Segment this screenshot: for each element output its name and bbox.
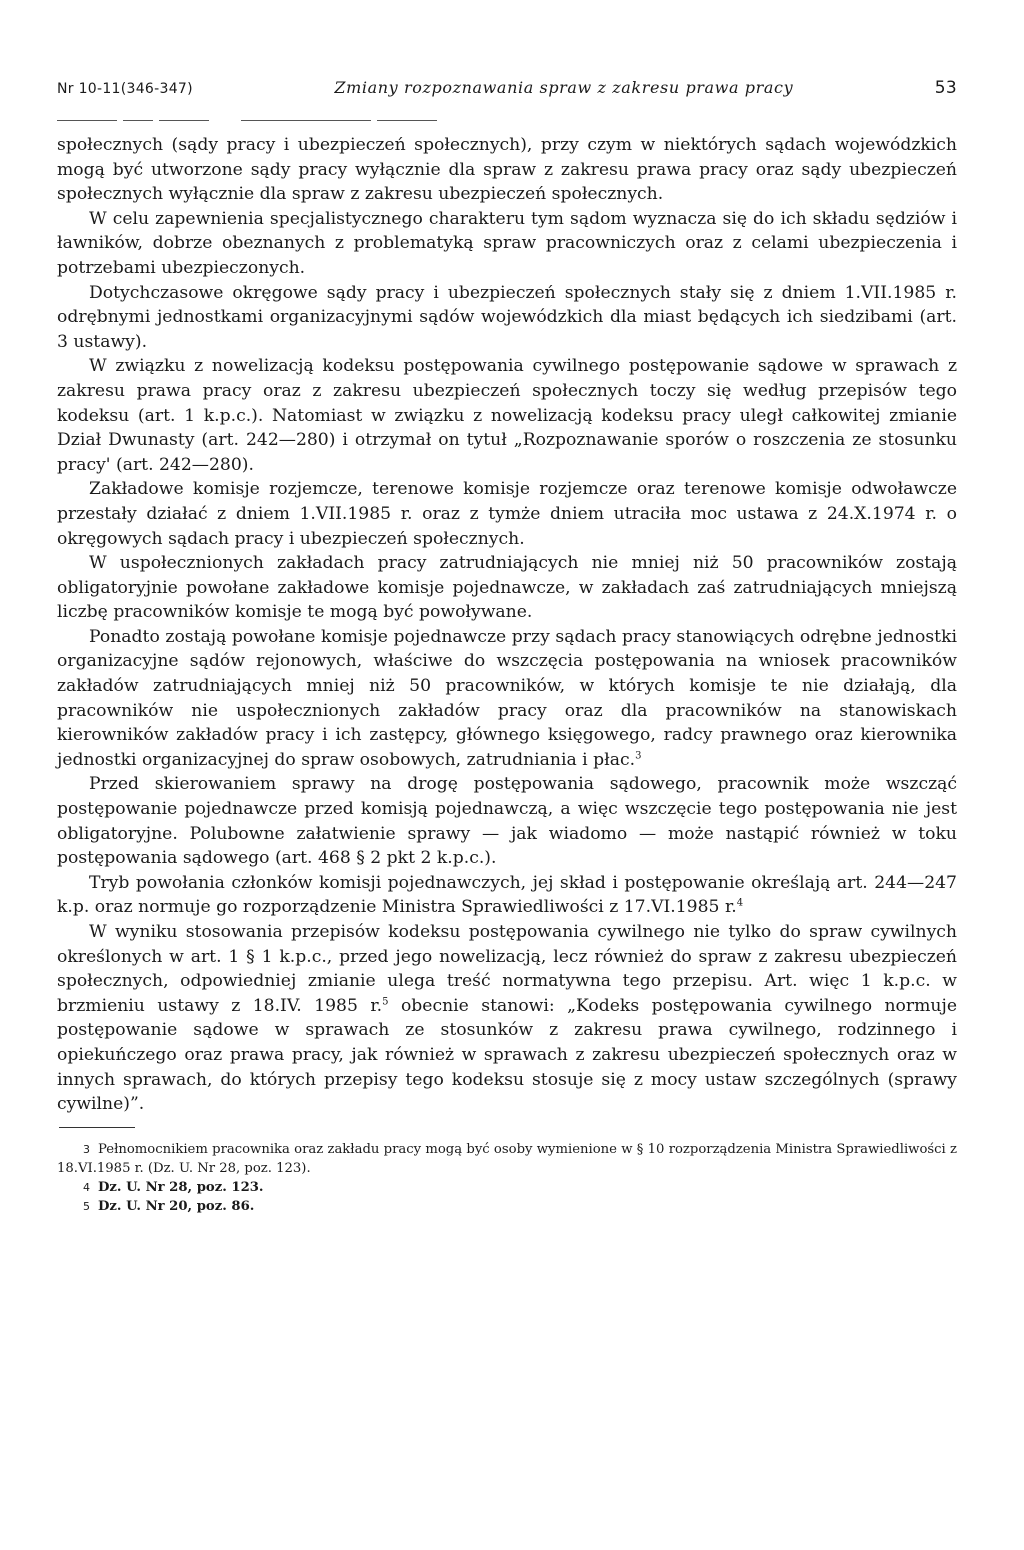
- footnotes: [57, 1140, 957, 1216]
- paragraph-text: W wyniku stosowania przepisów kodeksu postępowania cywilnego nie tylko do spraw cywilnych określonych w art. 1 § 1 k.p.c., przed jego nowelizacją, lecz również do spraw z zakresu ubezpieczeń społecznych, odpowiedniej zmianie ulega treść normatywna tego przepisu. Art. więc 1 k.p.c. w brzmieniu ustawy z 18.IV. 1985 r.: [57, 922, 957, 1016]
- paragraph: W związku z nowelizacją kodeksu postępowania cywilnego postępowanie sądowe w sprawach z zakresu prawa pracy oraz z zakresu ubezpieczeń społecznych toczy się według przepisów tego kodeksu (art. 1 k.p.c.). Natomiast w związku z nowelizacją kodeksu pracy uległ całkowitej zmianie Dział Dwunasty (art. 242—280) i otrzymał on tytuł „Rozpoznawanie sporów o roszczenia ze stosunku pracy' (art. 242—280).: [57, 356, 957, 475]
- paragraph: [57, 920, 957, 1117]
- footnote-text: Pełnomocnikiem pracownika oraz zakładu pracy mogą być osoby wymienione w § 10 rozporządzenia Ministra Sprawiedliwości z 18.VI.1985 r. (Dz. U. Nr 28, poz. 123).: [57, 1141, 957, 1176]
- paragraph: społecznych (sądy pracy i ubezpieczeń społecznych), przy czym w niektórych sądach wojewódzkich mogą być utworzone sądy pracy wyłącznie dla spraw z zakresu prawa pracy oraz sądy ubezpieczeń społecznych wyłącznie dla spraw z zakresu ubezpieczeń społecznych.: [57, 135, 957, 205]
- issue-number: Nr 10-11(346-347): [57, 81, 193, 97]
- footnote: [57, 1178, 957, 1197]
- paragraph: [57, 625, 957, 773]
- footnote-number: 5: [83, 1199, 90, 1213]
- page-number: 53: [934, 78, 957, 98]
- footnote-number: 4: [83, 1180, 90, 1194]
- paragraph: Dotychczasowe okręgowe sądy pracy i ubezpieczeń społecznych stały się z dniem 1.VII.1985 r. odrębnymi jednostkami organizacyjnymi sądów wojewódzkich dla miast będących ich siedzibami (art. 3 ustawy).: [57, 282, 957, 352]
- footnote: [57, 1140, 957, 1178]
- footnote-rule: [59, 1127, 135, 1128]
- footnote-ref: 5: [382, 996, 389, 1008]
- paragraph-text: Tryb powołania członków komisji pojednawczych, jej skład i postępowanie określają art. 244—247 k.p. oraz normuje go rozporządzenie Ministra Sprawiedliwości z 17.VI.1985 r.: [57, 872, 957, 918]
- paragraph-text: obecnie stanowi: „Kodeks postępowania cywilnego normuje postępowanie sądowe w sprawach ze stosunków z zakresu prawa cywilnego, rodzinnego i opiekuńczego oraz prawa pracy, jak również w sprawach z zakresu ubezpieczeń społecznych oraz w innych sprawach, do których przepisy tego kodeksu stosuje się z mocy ustaw szczególnych (sprawy cywilne)”.: [57, 995, 957, 1115]
- paragraph: W uspołecznionych zakładach pracy zatrudniających nie mniej niż 50 pracowników zostają obligatoryjnie powołane zakładowe komisje pojednawcze, w zakładach zaś zatrudniających mniejszą liczbę pracowników komisje te mogą być powoływane.: [57, 553, 957, 623]
- footnote-text: Dz. U. Nr 20, poz. 86.: [98, 1198, 255, 1214]
- footnote-ref: 3: [635, 750, 642, 762]
- footnote-number: 3: [83, 1142, 90, 1156]
- paragraph: [57, 871, 957, 920]
- footnote: [57, 1197, 957, 1216]
- paragraph: W celu zapewnienia specjalistycznego charakteru tym sądom wyznacza się do ich składu sędziów i ławników, dobrze obeznanych z problematyką spraw pracowniczych oraz z celami ubezpieczenia i potrzebami ubezpieczonych.: [57, 208, 957, 278]
- running-header: [57, 78, 957, 98]
- paragraph: Zakładowe komisje rozjemcze, terenowe komisje rozjemcze oraz terenowe komisje odwoławcze przestały działać z dniem 1.VII.1985 r. oraz z tymże dniem utraciła moc ustawa z 24.X.1974 r. o okręgowych sądach pracy i ubezpieczeń społecznych.: [57, 479, 957, 549]
- footnote-text: Dz. U. Nr 28, poz. 123.: [98, 1179, 264, 1195]
- article-body: [57, 133, 957, 1117]
- running-title: Zmiany rozpoznawania spraw z zakresu prawa pracy: [334, 78, 794, 97]
- paragraph: Przed skierowaniem sprawy na drogę postępowania sądowego, pracownik może wszcząć postępowanie pojednawcze przed komisją pojednawczą, a więc wszczęcie tego postępowania nie jest obligatoryjne. Polubowne załatwienie sprawy — jak wiadomo — może nastąpić również w toku postępowania sądowego (art. 468 § 2 pkt 2 k.p.c.).: [57, 774, 957, 869]
- footnote-ref: 4: [736, 897, 744, 909]
- header-rule: [57, 120, 957, 121]
- article-page: [57, 78, 957, 1216]
- paragraph-text: Ponadto zostają powołane komisje pojednawcze przy sądach pracy stanowiących odrębne jednostki organizacyjne sądów rejonowych, właściwe do wszczęcia postępowania na wniosek pracowników zakładów zatrudniających mniej niż 50 pracowników, w których komisje te nie działają, dla pracowników nie uspołecznionych zakładów pracy oraz dla pracowników na stanowiskach kierowników zakładów pracy i ich zastępcy, głównego księgowego, radcy prawnego oraz kierownika jednostki organizacyjnej do spraw osobowych, zatrudniania i płac.: [57, 626, 957, 770]
